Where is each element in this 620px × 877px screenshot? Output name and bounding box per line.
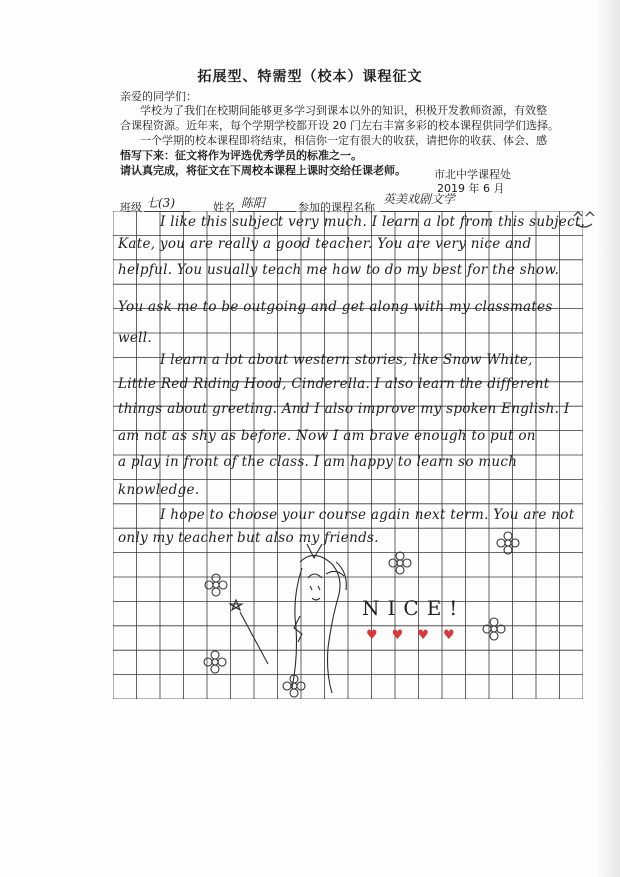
intro-line-2: 合课程资源。近年来，每个学期学校都开设 20 门左右丰富多彩的校本课程供同学们选择。 — [120, 119, 559, 132]
intro-line-4: 悟写下来：征文将作为评选优秀学员的标准之一。 — [120, 149, 362, 162]
essay-line-1: I like this subject very much. I learn a lot from this subject. — [160, 214, 586, 230]
essay-line-12: I hope to choose your course again next term. You are not — [160, 507, 575, 523]
essay-line-13: only my teacher but also my friends. — [118, 530, 379, 546]
issue-date: 2019 年 6 月 — [437, 182, 505, 195]
flower-doodle-icon — [496, 531, 520, 555]
wave-doodle-icon — [570, 208, 610, 234]
greeting: 亲爱的同学们： — [120, 90, 197, 103]
name-value: 陈阳 — [241, 196, 266, 210]
essay-line-8: things about greeting. And I also improve my spoken English. I — [118, 401, 570, 417]
essay-line-7: Little Red Riding Hood, Cinderella. I also learn the different — [118, 376, 550, 392]
course-label: 参加的课程名称 — [298, 201, 375, 214]
issuer-org: 市北中学课程处 — [434, 168, 511, 181]
class-label: 班级 — [120, 201, 142, 214]
magic-wand-icon — [224, 590, 284, 670]
course-value: 英美戏剧文学 — [383, 192, 456, 206]
essay-line-5: well. — [118, 330, 152, 346]
flower-doodle-icon — [388, 551, 412, 575]
essay-line-2: Kate, you are really a good teacher. You are very nice and — [118, 236, 532, 252]
essay-line-3: helpful. You usually teach me how to do my best for the show. — [118, 262, 560, 278]
intro-line-5: 请认真完成，将征文在下周校本课程上课时交给任课老师。 — [120, 164, 406, 177]
paper-edge-shadow — [596, 0, 620, 877]
nice-doodle-text: NICE! — [362, 596, 466, 620]
essay-line-10: a play in front of the class. I am happy to learn so much — [118, 454, 518, 470]
essay-line-9: am not as shy as before. Now I am brave enough to put on — [118, 428, 536, 444]
flower-doodle-icon — [482, 617, 506, 641]
essay-line-4: You ask me to be outgoing and get along with my classmates — [118, 299, 553, 315]
essay-line-11: knowledge. — [118, 482, 200, 498]
intro-line-3: 一个学期的校本课程即将结束，相信你一定有很大的收获，请把你的收获、体会、感 — [140, 134, 547, 147]
page-title: 拓展型、特需型（校本）课程征文 — [197, 69, 423, 85]
intro-line-1: 学校为了我们在校期间能够更多学习到课本以外的知识，积极开发教师资源，有效整 — [140, 104, 547, 117]
hearts-icon: ♥♥♥♥ — [366, 628, 469, 643]
essay-line-6: I learn a lot about western stories, like Snow White, — [160, 352, 533, 368]
name-label: 姓名 — [213, 201, 235, 214]
class-value: 七(3) — [146, 196, 175, 210]
